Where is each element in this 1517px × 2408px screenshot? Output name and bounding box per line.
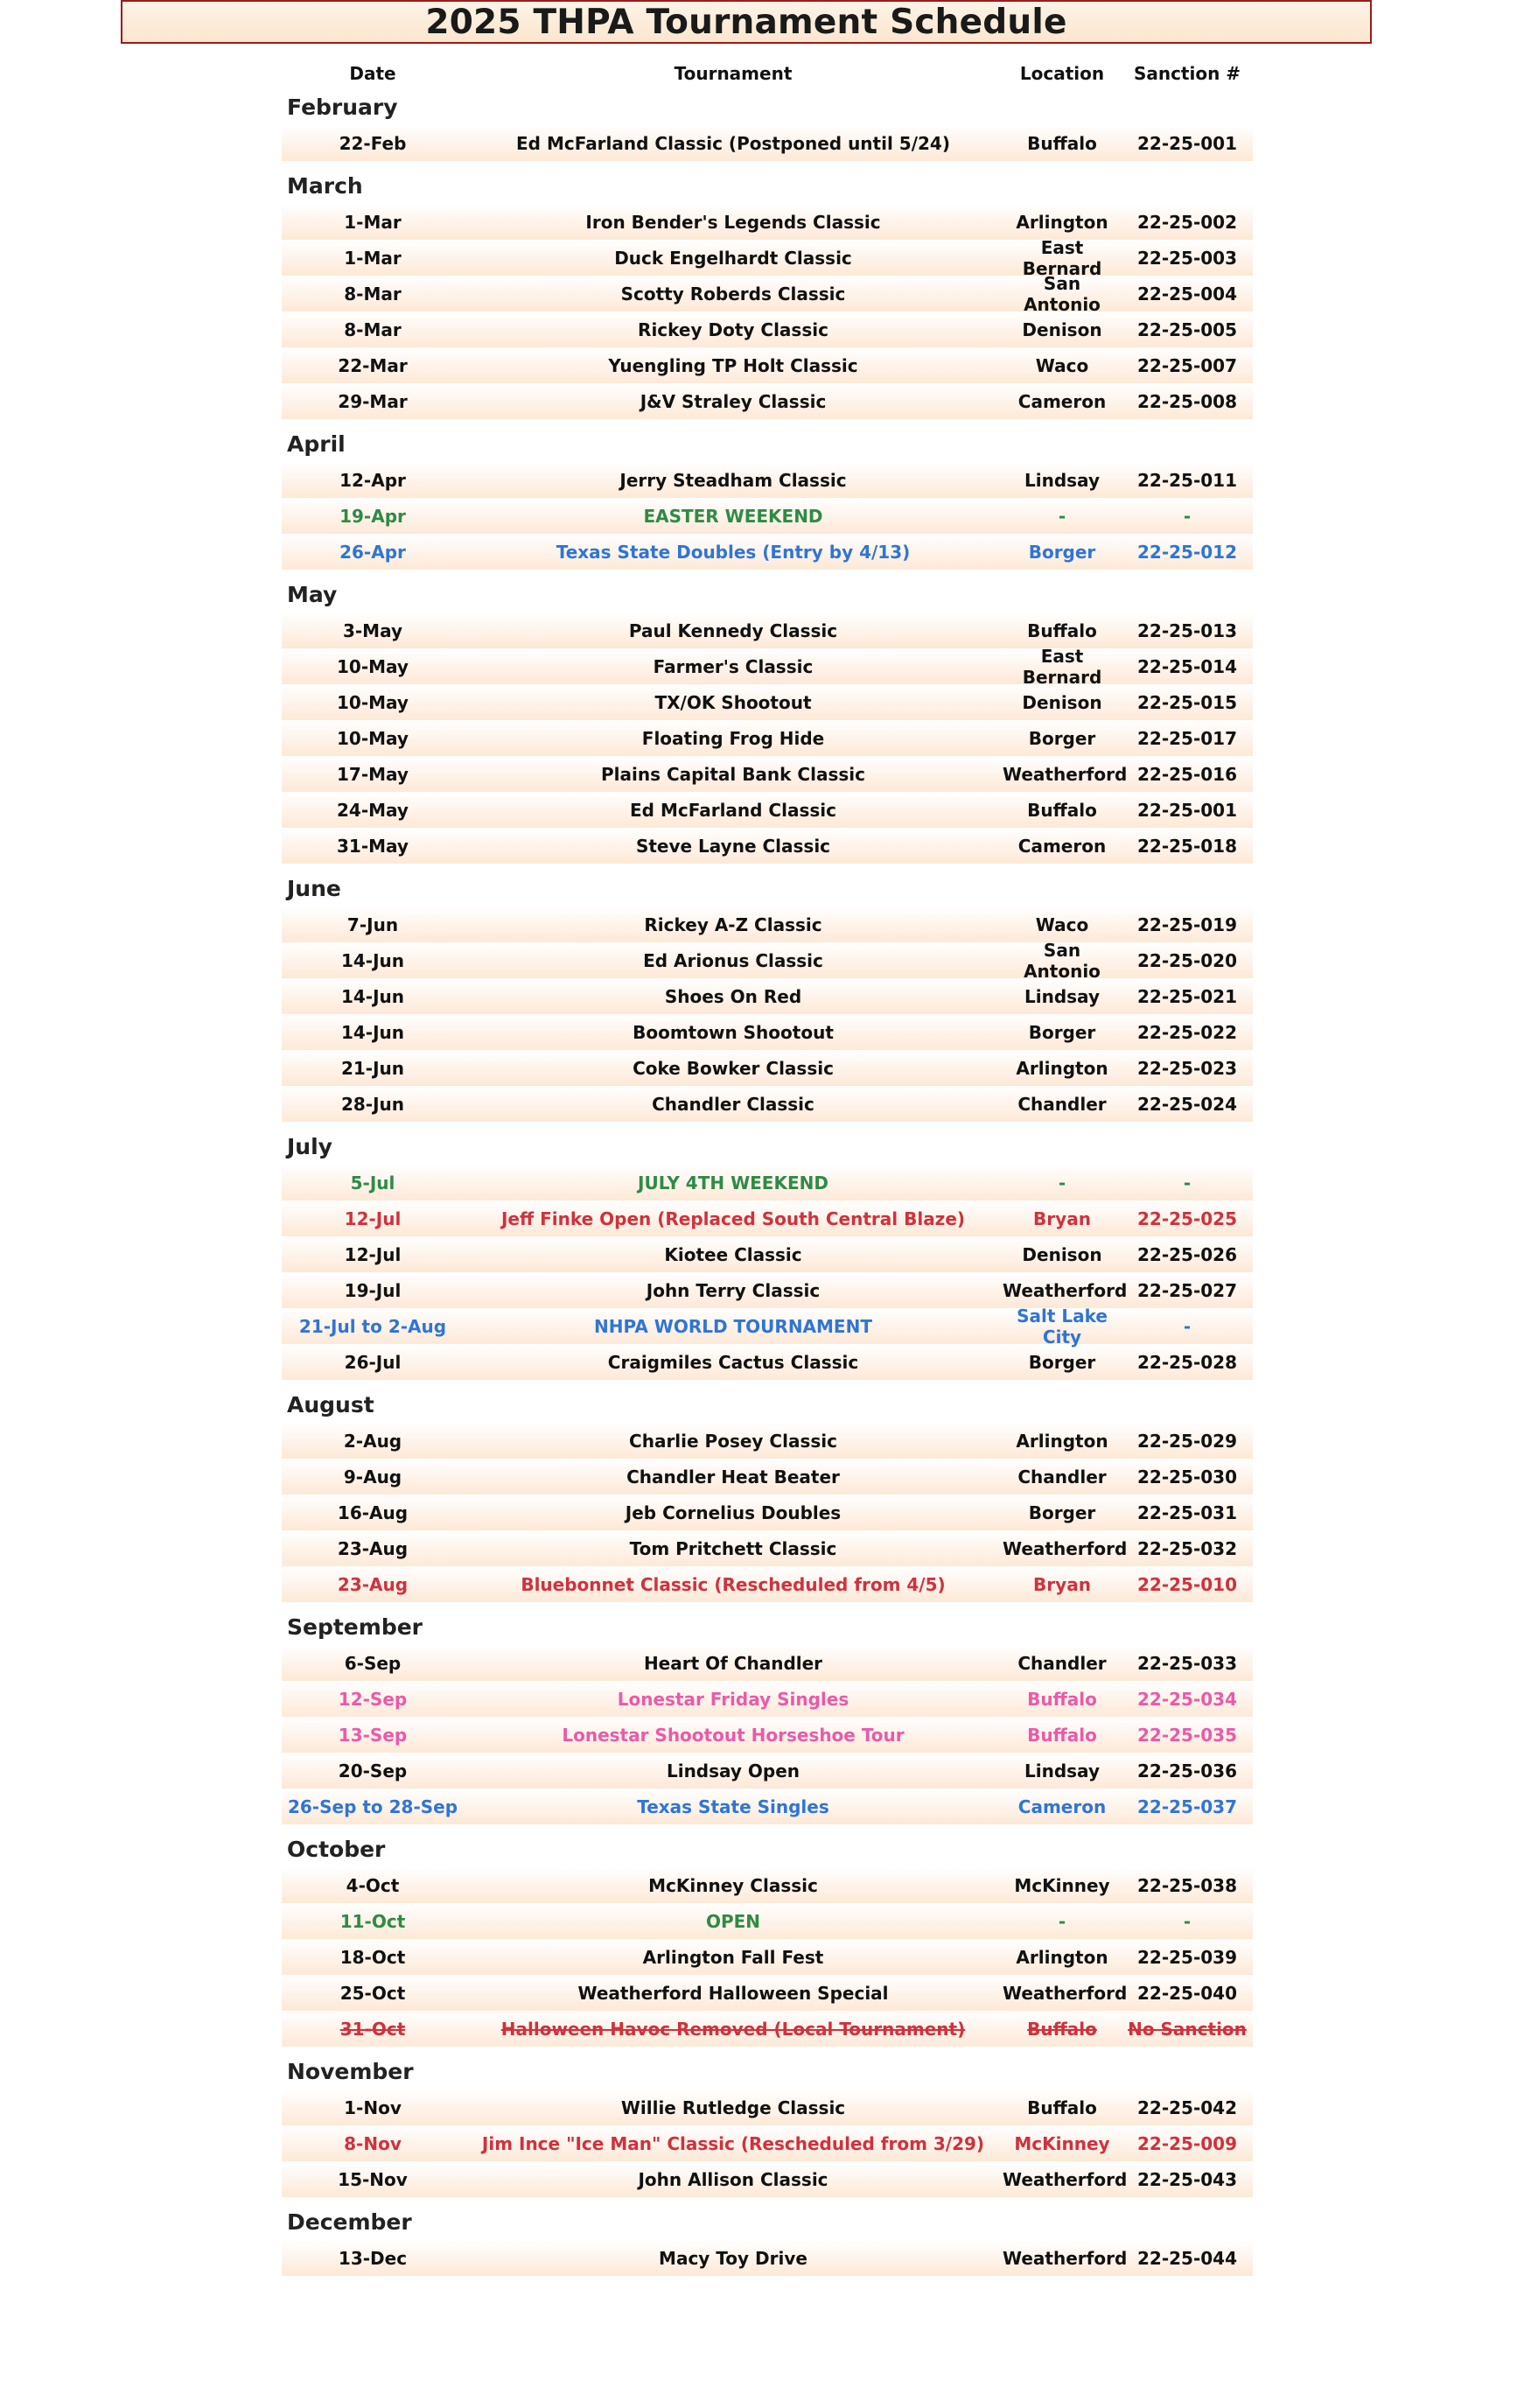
row-tournament: Jerry Steadham Classic (619, 469, 847, 491)
row-location: San Antonio (1024, 939, 1101, 982)
table-row (282, 1903, 1253, 1939)
row-sanction: - (1183, 505, 1192, 527)
month-heading: July (287, 1134, 332, 1159)
row-date: 8-Mar (344, 283, 402, 304)
row-tournament: Arlington Fall Fest (642, 1946, 824, 1968)
row-date: 12-Jul (344, 1208, 402, 1229)
row-date: 24-May (337, 799, 409, 821)
row-sanction: 22-25-043 (1136, 2168, 1237, 2190)
row-sanction: 22-25-033 (1136, 1652, 1237, 1674)
row-location: Buffalo (1027, 2018, 1097, 2040)
table-row (282, 1645, 1253, 1681)
table-row (282, 612, 1253, 648)
row-date: 18-Oct (339, 1946, 406, 1968)
row-sanction: 22-25-028 (1136, 1351, 1237, 1373)
row-tournament: OPEN (705, 1910, 761, 1932)
table-row (282, 978, 1253, 1014)
row-sanction: 22-25-012 (1136, 541, 1237, 563)
table-row (282, 1494, 1253, 1530)
row-sanction: 22-25-011 (1136, 469, 1237, 491)
row-date: 20-Sep (338, 1760, 408, 1782)
schedule-table (282, 58, 1253, 2283)
row-tournament: EASTER WEEKEND (643, 505, 823, 527)
table-row (282, 1344, 1253, 1380)
row-date: 15-Nov (338, 2168, 408, 2190)
row-tournament: Kiotee Classic (664, 1243, 802, 1265)
row-sanction: 22-25-023 (1136, 1057, 1237, 1079)
row-sanction: 22-25-017 (1136, 727, 1237, 749)
row-location: Denison (1022, 318, 1102, 340)
month-heading: October (287, 1837, 386, 1862)
row-date: 14-Jun (340, 1021, 405, 1043)
table-row (282, 756, 1253, 792)
table-row (282, 1459, 1253, 1494)
row-sanction: - (1183, 1172, 1192, 1194)
row-sanction: 22-25-026 (1136, 1243, 1237, 1265)
row-location: Chandler (1017, 1093, 1107, 1115)
table-row (282, 792, 1253, 828)
row-tournament: Plains Capital Bank Classic (601, 763, 865, 785)
row-date: 31-May (337, 835, 409, 857)
section-spacer (282, 1380, 1253, 1387)
row-sanction: 22-25-010 (1136, 1573, 1237, 1595)
row-location: - (1058, 1172, 1066, 1194)
month-heading: June (287, 876, 341, 901)
row-date: 26-Sep to 28-Sep (287, 1796, 458, 1817)
row-tournament: NHPA WORLD TOURNAMENT (594, 1315, 872, 1337)
table-row (282, 1423, 1253, 1459)
row-tournament: JULY 4TH WEEKEND (638, 1172, 828, 1194)
row-location: Weatherford (1003, 2168, 1128, 2190)
row-location: Weatherford (1003, 2247, 1128, 2269)
row-tournament: Chandler Classic (652, 1093, 814, 1115)
row-sanction: 22-25-004 (1136, 283, 1237, 304)
row-date: 23-Aug (337, 1537, 409, 1559)
table-row (282, 125, 1253, 161)
section-spacer (282, 1824, 1253, 1831)
table-row (282, 2090, 1253, 2125)
table-row (282, 939, 1253, 982)
row-date: 29-Mar (338, 390, 408, 412)
row-location: Arlington (1016, 1430, 1108, 1452)
table-row (282, 347, 1253, 383)
row-sanction: 22-25-020 (1136, 949, 1237, 971)
table-row (282, 1975, 1253, 2011)
row-tournament: Craigmiles Cactus Classic (607, 1351, 859, 1373)
table-row (282, 1867, 1253, 1903)
row-tournament: Tom Pritchett Classic (629, 1537, 837, 1559)
table-row (282, 645, 1253, 688)
row-tournament: Coke Bowker Classic (633, 1057, 834, 1079)
row-location: Bryan (1033, 1573, 1091, 1595)
header-date: Date (349, 63, 396, 84)
row-date: 28-Jun (340, 1093, 405, 1115)
row-sanction: 22-25-015 (1136, 691, 1237, 713)
row-tournament: Jim Ince "Ice Man" Classic (Rescheduled from 3/29) (481, 2132, 985, 2154)
table-row (282, 383, 1253, 419)
row-sanction: 22-25-001 (1136, 799, 1237, 821)
row-date: 2-Aug (343, 1430, 402, 1452)
table-row (282, 1753, 1253, 1788)
row-tournament: Rickey A-Z Classic (644, 914, 822, 935)
section-spacer (282, 2047, 1253, 2054)
table-row (282, 720, 1253, 756)
row-tournament: J&V Straley Classic (640, 390, 827, 412)
row-tournament: Lindsay Open (666, 1760, 800, 1782)
table-row (282, 684, 1253, 720)
row-location: Borger (1028, 1351, 1096, 1373)
row-location: San Antonio (1024, 272, 1101, 315)
row-date: 10-May (337, 727, 409, 749)
table-row (282, 1788, 1253, 1824)
row-location: Arlington (1016, 1057, 1108, 1079)
row-date: 1-Mar (344, 247, 402, 269)
row-sanction: 22-25-005 (1136, 318, 1237, 340)
row-sanction: 22-25-040 (1136, 1982, 1237, 2004)
row-sanction: 22-25-038 (1136, 1874, 1237, 1896)
row-sanction: 22-25-016 (1136, 763, 1237, 785)
row-sanction: - (1183, 1315, 1192, 1337)
row-location: Cameron (1017, 835, 1107, 857)
row-date: 5-Jul (350, 1172, 395, 1194)
row-sanction: 22-25-027 (1136, 1279, 1237, 1301)
row-date: 1-Mar (344, 211, 402, 233)
row-date: 21-Jul to 2-Aug (298, 1315, 447, 1337)
row-date: 10-May (337, 655, 409, 677)
row-date: 14-Jun (340, 985, 405, 1007)
row-tournament: McKinney Classic (648, 1874, 818, 1896)
table-row (282, 828, 1253, 864)
row-tournament: Ed McFarland Classic (Postponed until 5/24) (516, 132, 950, 154)
row-tournament: Ed McFarland Classic (630, 799, 836, 821)
row-location: Weatherford (1003, 1537, 1128, 1559)
row-date: 31-Oct (339, 2018, 406, 2040)
row-tournament: Chandler Heat Beater (626, 1466, 840, 1488)
row-date: 8-Nov (344, 2132, 402, 2154)
row-date: 12-Jul (344, 1243, 402, 1265)
row-date: 22-Mar (338, 354, 408, 376)
table-row (282, 498, 1253, 534)
row-sanction: 22-25-007 (1136, 354, 1237, 376)
row-tournament: Macy Toy Drive (659, 2247, 807, 2269)
row-date: 26-Jul (344, 1351, 402, 1373)
row-location: Buffalo (1027, 132, 1097, 154)
month-heading: December (287, 2209, 412, 2235)
row-tournament: Rickey Doty Classic (638, 318, 828, 340)
table-row (282, 2011, 1253, 2047)
header-sanction: Sanction # (1133, 63, 1241, 84)
row-sanction: 22-25-021 (1136, 985, 1237, 1007)
table-row (282, 1717, 1253, 1753)
row-location: Weatherford (1003, 1279, 1128, 1301)
row-sanction: 22-25-031 (1136, 1502, 1237, 1523)
row-location: Waco (1035, 914, 1089, 935)
row-date: 21-Jun (340, 1057, 405, 1079)
row-date: 19-Jul (344, 1279, 402, 1301)
row-location: Buffalo (1027, 1724, 1097, 1746)
row-date: 1-Nov (344, 2096, 402, 2118)
schedule-body (282, 89, 1253, 2283)
row-date: 8-Mar (344, 318, 402, 340)
row-date: 16-Aug (337, 1502, 409, 1523)
section-spacer (282, 2197, 1253, 2204)
row-date: 13-Dec (338, 2247, 408, 2269)
section-spacer (282, 864, 1253, 871)
row-date: 9-Aug (343, 1466, 402, 1488)
header-location: Location (1019, 63, 1105, 84)
row-date: 10-May (337, 691, 409, 713)
table-row (282, 1086, 1253, 1122)
row-sanction: 22-25-003 (1136, 247, 1237, 269)
month-heading: February (287, 94, 398, 120)
month-heading: May (287, 582, 338, 607)
table-row (282, 1681, 1253, 1717)
section-spacer (282, 570, 1253, 577)
row-tournament: Charlie Posey Classic (629, 1430, 837, 1452)
row-location: Buffalo (1027, 799, 1097, 821)
table-row (282, 2161, 1253, 2197)
row-tournament: Steve Layne Classic (635, 835, 831, 857)
table-row (282, 1050, 1253, 1086)
row-sanction: 22-25-008 (1136, 390, 1237, 412)
row-sanction: 22-25-018 (1136, 835, 1237, 857)
section-spacer (282, 2276, 1253, 2283)
row-location: Buffalo (1027, 620, 1097, 641)
row-location: Arlington (1016, 1946, 1108, 1968)
row-date: 22-Feb (339, 132, 407, 154)
row-tournament: Paul Kennedy Classic (628, 620, 838, 641)
row-date: 3-May (342, 620, 403, 641)
row-location: Lindsay (1024, 1760, 1100, 1782)
row-date: 25-Oct (339, 1982, 406, 2004)
row-date: 26-Apr (339, 541, 406, 563)
row-sanction: 22-25-009 (1136, 2132, 1237, 2154)
row-tournament: TX/OK Shootout (654, 691, 812, 713)
row-location: - (1058, 505, 1066, 527)
table-row (282, 1939, 1253, 1975)
row-sanction: 22-25-035 (1136, 1724, 1237, 1746)
row-date: 4-Oct (346, 1874, 400, 1896)
row-sanction: No Sanction (1128, 2018, 1247, 2040)
row-location: Borger (1028, 1502, 1096, 1523)
row-date: 17-May (337, 763, 409, 785)
row-sanction: - (1183, 1910, 1192, 1932)
row-location: East Bernard (1022, 645, 1102, 688)
row-sanction: 22-25-029 (1136, 1430, 1237, 1452)
row-sanction: 22-25-037 (1136, 1796, 1237, 1817)
row-sanction: 22-25-030 (1136, 1466, 1237, 1488)
row-sanction: 22-25-039 (1136, 1946, 1237, 1968)
month-heading: August (287, 1392, 374, 1418)
row-tournament: Jeff Finke Open (Replaced South Central Blaze) (500, 1208, 966, 1229)
row-tournament: Heart Of Chandler (643, 1652, 823, 1674)
row-tournament: Duck Engelhardt Classic (614, 247, 852, 269)
table-row (282, 1272, 1253, 1308)
row-sanction: 22-25-032 (1136, 1537, 1237, 1559)
row-tournament: Iron Bender's Legends Classic (585, 211, 881, 233)
row-tournament: Texas State Singles (637, 1796, 829, 1817)
row-location: Borger (1028, 727, 1096, 749)
row-tournament: Jeb Cornelius Doubles (625, 1502, 842, 1523)
row-sanction: 22-25-036 (1136, 1760, 1237, 1782)
row-location: Borger (1028, 1021, 1096, 1043)
row-date: 23-Aug (337, 1573, 409, 1595)
row-tournament: John Terry Classic (646, 1279, 821, 1301)
row-location: Denison (1022, 691, 1102, 713)
table-row (282, 462, 1253, 498)
table-row (282, 906, 1253, 942)
table-row (282, 1200, 1253, 1236)
row-sanction: 22-25-014 (1136, 655, 1237, 677)
row-date: 6-Sep (344, 1652, 402, 1674)
month-heading: April (287, 431, 346, 457)
row-date: 12-Apr (339, 469, 406, 491)
table-row (282, 272, 1253, 315)
month-heading: November (287, 2059, 414, 2084)
row-sanction: 22-25-019 (1136, 914, 1237, 935)
row-location: Lindsay (1024, 469, 1100, 491)
row-tournament: Willie Rutledge Classic (620, 2096, 846, 2118)
row-tournament: Boomtown Shootout (633, 1021, 834, 1043)
row-location: Waco (1035, 354, 1089, 376)
row-tournament: Farmer's Classic (653, 655, 814, 677)
table-row (282, 2240, 1253, 2276)
row-location: East Bernard (1022, 236, 1102, 279)
row-location: Weatherford (1003, 763, 1128, 785)
row-sanction: 22-25-001 (1136, 132, 1237, 154)
section-spacer (282, 419, 1253, 426)
row-location: Chandler (1017, 1466, 1107, 1488)
row-tournament: Halloween Havoc Removed (Local Tournament) (500, 2018, 966, 2040)
row-tournament: Shoes On Red (664, 985, 802, 1007)
row-sanction: 22-25-002 (1136, 211, 1237, 233)
row-sanction: 22-25-042 (1136, 2096, 1237, 2118)
row-tournament: John Allison Classic (638, 2168, 828, 2190)
row-location: Cameron (1017, 1796, 1107, 1817)
row-sanction: 22-25-044 (1136, 2247, 1237, 2269)
row-location: Cameron (1017, 390, 1107, 412)
table-row (282, 312, 1253, 347)
table-row (282, 236, 1253, 279)
table-row (282, 2125, 1253, 2161)
row-location: Bryan (1033, 1208, 1091, 1229)
row-location: Denison (1022, 1243, 1102, 1265)
row-location: McKinney (1014, 1874, 1110, 1896)
row-tournament: Yuengling TP Holt Classic (608, 354, 858, 376)
row-sanction: 22-25-025 (1136, 1208, 1237, 1229)
row-location: McKinney (1014, 2132, 1110, 2154)
row-location: - (1058, 1910, 1066, 1932)
row-tournament: Lonestar Shootout Horseshoe Tour (562, 1724, 905, 1746)
row-sanction: 22-25-022 (1136, 1021, 1237, 1043)
month-heading: March (287, 173, 363, 199)
row-sanction: 22-25-013 (1136, 620, 1237, 641)
section-spacer (282, 1602, 1253, 1609)
page-title: 2025 THPA Tournament Schedule (425, 2, 1067, 42)
row-location: Buffalo (1027, 2096, 1097, 2118)
table-row (282, 1566, 1253, 1602)
row-tournament: Weatherford Halloween Special (577, 1982, 889, 2004)
section-spacer (282, 161, 1253, 168)
row-tournament: Floating Frog Hide (641, 727, 825, 749)
row-location: Lindsay (1024, 985, 1100, 1007)
row-tournament: Ed Arionus Classic (643, 949, 823, 971)
row-tournament: Scotty Roberds Classic (620, 283, 846, 304)
row-sanction: 22-25-024 (1136, 1093, 1237, 1115)
row-location: Weatherford (1003, 1982, 1128, 2004)
table-row (282, 1014, 1253, 1050)
month-heading: September (287, 1614, 423, 1640)
section-spacer (282, 1122, 1253, 1129)
table-row (282, 534, 1253, 570)
table-row (282, 1530, 1253, 1566)
table-header (282, 58, 1253, 89)
row-date: 11-Oct (339, 1910, 406, 1932)
row-date: 13-Sep (338, 1724, 408, 1746)
row-location: Buffalo (1027, 1688, 1097, 1710)
header-tournament: Tournament (674, 63, 793, 84)
row-date: 7-Jun (346, 914, 399, 935)
row-date: 12-Sep (338, 1688, 408, 1710)
table-row (282, 1305, 1253, 1348)
row-location: Arlington (1016, 211, 1108, 233)
table-row (282, 1165, 1253, 1200)
row-location: Chandler (1017, 1652, 1107, 1674)
row-date: 14-Jun (340, 949, 405, 971)
row-tournament: Lonestar Friday Singles (617, 1688, 849, 1710)
row-date: 19-Apr (339, 505, 406, 527)
row-location: Borger (1028, 541, 1096, 563)
row-location: Salt Lake City (1017, 1305, 1108, 1348)
row-tournament: Texas State Doubles (Entry by 4/13) (556, 541, 911, 563)
row-tournament: Bluebonnet Classic (Rescheduled from 4/5) (521, 1573, 946, 1595)
table-row (282, 1236, 1253, 1272)
table-row (282, 204, 1253, 240)
title-banner (121, 0, 1372, 44)
row-sanction: 22-25-034 (1136, 1688, 1237, 1710)
